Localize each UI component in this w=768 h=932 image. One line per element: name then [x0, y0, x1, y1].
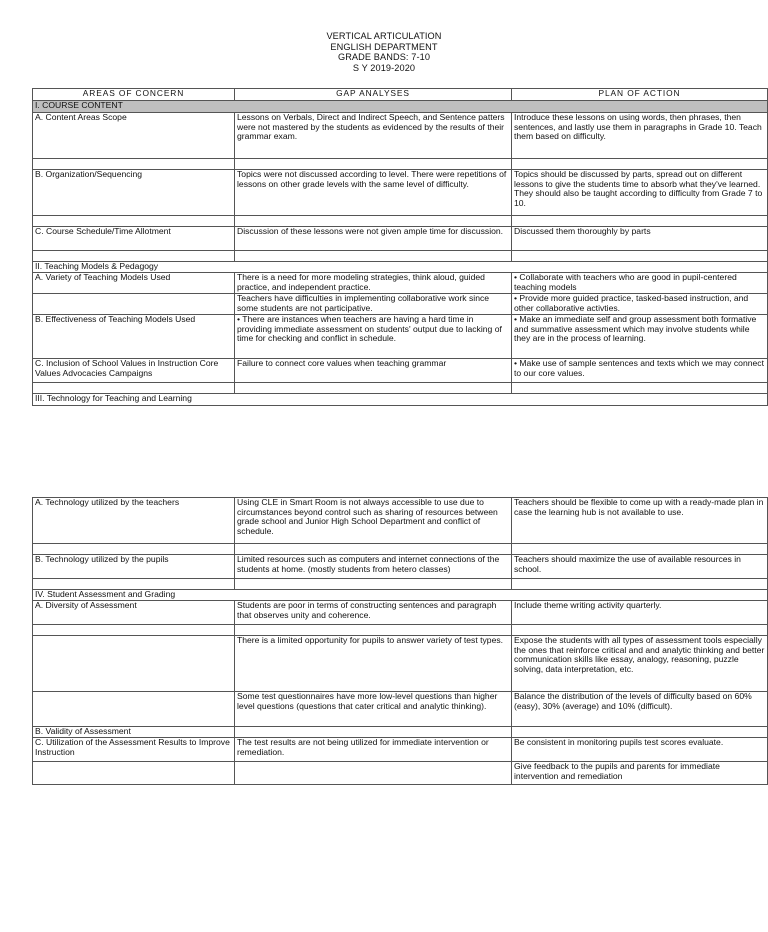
- gap-cell: • There are instances when teachers are having a hard time in providing immediate assessment on students' output due to lacking of time for checking and conflict in schedule.: [235, 315, 512, 359]
- plan-cell: • Make use of sample sentences and texts which we may connect to our core values.: [512, 359, 768, 383]
- spacer-row: [33, 544, 768, 555]
- gap-cell: Limited resources such as computers and internet connections of the students at home. (mostly students from hetero classes): [235, 555, 512, 579]
- table-row: [33, 498, 768, 544]
- spacer-row: [33, 625, 768, 636]
- gap-cell: [235, 727, 512, 738]
- spacer-row: [33, 159, 768, 170]
- gap-cell: There is a limited opportunity for pupils to answer variety of test types.: [235, 636, 512, 692]
- plan-cell: Introduce these lessons on using words, then phrases, then sentences, and lastly use them in paragraphs in Grade 10. Teach them based on difficulty.: [512, 113, 768, 159]
- table-row: [33, 738, 768, 762]
- area-cell: B. Organization/Sequencing: [33, 170, 235, 216]
- plan-cell: Include theme writing activity quarterly.: [512, 601, 768, 625]
- table-row: [33, 555, 768, 579]
- table-row: [33, 727, 768, 738]
- table-row: [33, 359, 768, 383]
- area-cell: A. Variety of Teaching Models Used: [33, 273, 235, 294]
- table-row: [33, 636, 768, 692]
- section-teaching-models: II. Teaching Models & Pedagogy: [33, 262, 768, 273]
- plan-cell: [512, 727, 768, 738]
- articulation-table-page-1: [32, 88, 768, 406]
- gap-cell: Topics were not discussed according to level. There were repetitions of lessons on other grade levels with the same level of difficulty.: [235, 170, 512, 216]
- title-line-1: VERTICAL ARTICULATION: [326, 31, 442, 41]
- spacer-row: [33, 579, 768, 590]
- table-row: [33, 273, 768, 294]
- spacer-row: [33, 216, 768, 227]
- area-cell: B. Effectiveness of Teaching Models Used: [33, 315, 235, 359]
- table-row: [33, 294, 768, 315]
- area-cell: [33, 692, 235, 727]
- area-cell: A. Diversity of Assessment: [33, 601, 235, 625]
- area-cell: A. Technology utilized by the teachers: [33, 498, 235, 544]
- plan-cell: • Collaborate with teachers who are good in pupil-centered teaching models: [512, 273, 768, 294]
- gap-cell: Discussion of these lessons were not given ample time for discussion.: [235, 227, 512, 251]
- section-course-content: I. COURSE CONTENT: [33, 101, 768, 113]
- plan-cell: • Make an immediate self and group assessment both formative and summative assessment which may involve students while they are in the process of learning.: [512, 315, 768, 359]
- header-plan: PLAN OF ACTION: [512, 89, 768, 101]
- section-row: [33, 101, 768, 113]
- area-cell: [33, 294, 235, 315]
- table-row: [33, 601, 768, 625]
- plan-cell: Balance the distribution of the levels of difficulty based on 60% (easy), 30% (average) and 10% (difficult).: [512, 692, 768, 727]
- table-row: [33, 227, 768, 251]
- gap-cell: [235, 762, 512, 785]
- plan-cell: Topics should be discussed by parts, spread out on different lessons to give the students time to absorb what they've learned. They should also be taught according to difficulty from Grade 7 to 10.: [512, 170, 768, 216]
- section-row: [33, 262, 768, 273]
- area-cell: C. Utilization of the Assessment Results to Improve Instruction: [33, 738, 235, 762]
- section-technology: III. Technology for Teaching and Learning: [33, 394, 768, 406]
- header-gap: GAP ANALYSES: [235, 89, 512, 101]
- gap-cell: Failure to connect core values when teaching grammar: [235, 359, 512, 383]
- table-row: [33, 170, 768, 216]
- plan-cell: Give feedback to the pupils and parents for immediate intervention and remediation: [512, 762, 768, 785]
- header-row: [33, 89, 768, 101]
- plan-cell: Teachers should be flexible to come up with a ready-made plan in case the learning hub is not available to use.: [512, 498, 768, 544]
- gap-cell: Lessons on Verbals, Direct and Indirect Speech, and Sentence patters were not mastered by the students as evidenced by the results of their grammar exam.: [235, 113, 512, 159]
- table-row: [33, 315, 768, 359]
- plan-cell: Expose the students with all types of assessment tools especially the ones that reinforce critical and and analytic thinking and better communication skills like essay, analogy, reasoning, puzzle solving, data interpretation, etc.: [512, 636, 768, 692]
- area-cell: B. Technology utilized by the pupils: [33, 555, 235, 579]
- document-title: [0, 31, 768, 73]
- area-cell: [33, 762, 235, 785]
- plan-cell: Discussed them thoroughly by parts: [512, 227, 768, 251]
- gap-cell: The test results are not being utilized for immediate intervention or remediation.: [235, 738, 512, 762]
- plan-cell: • Provide more guided practice, tasked-based instruction, and other collaborative activties.: [512, 294, 768, 315]
- table-row: [33, 762, 768, 785]
- spacer-row: [33, 383, 768, 394]
- plan-cell: Teachers should maximize the use of available resources in school.: [512, 555, 768, 579]
- section-row: [33, 394, 768, 406]
- gap-cell: There is a need for more modeling strategies, think aloud, guided practice, and independent practice.: [235, 273, 512, 294]
- gap-cell: Teachers have difficulties in implementing collaborative work since some students are not participative.: [235, 294, 512, 315]
- area-cell: C. Inclusion of School Values in Instruction Core Values Advocacies Campaigns: [33, 359, 235, 383]
- title-line-2: ENGLISH DEPARTMENT: [330, 41, 438, 52]
- area-cell: A. Content Areas Scope: [33, 113, 235, 159]
- articulation-table-page-2: [32, 497, 768, 785]
- area-cell: [33, 636, 235, 692]
- title-line-4: S Y 2019-2020: [352, 62, 416, 73]
- header-areas: AREAS OF CONCERN: [33, 89, 235, 101]
- gap-cell: Using CLE in Smart Room is not always accessible to use due to circumstances beyond control such as sharing of resources between grade school and Junior High School Department and conflict of schedule.: [235, 498, 512, 544]
- gap-cell: Some test questionnaires have more low-level questions than higher level questions (questions that cater critical and analytic thinking).: [235, 692, 512, 727]
- area-cell: B. Validity of Assessment: [33, 727, 235, 738]
- gap-cell: Students are poor in terms of constructing sentences and paragraph that observes unity and coherence.: [235, 601, 512, 625]
- plan-cell: Be consistent in monitoring pupils test scores evaluate.: [512, 738, 768, 762]
- section-row: [33, 590, 768, 601]
- table-row: [33, 692, 768, 727]
- title-line-3: GRADE BANDS: 7-10: [337, 52, 431, 62]
- spacer-row: [33, 251, 768, 262]
- area-cell: C. Course Schedule/Time Allotment: [33, 227, 235, 251]
- table-row: [33, 113, 768, 159]
- section-assessment: IV. Student Assessment and Grading: [33, 590, 768, 601]
